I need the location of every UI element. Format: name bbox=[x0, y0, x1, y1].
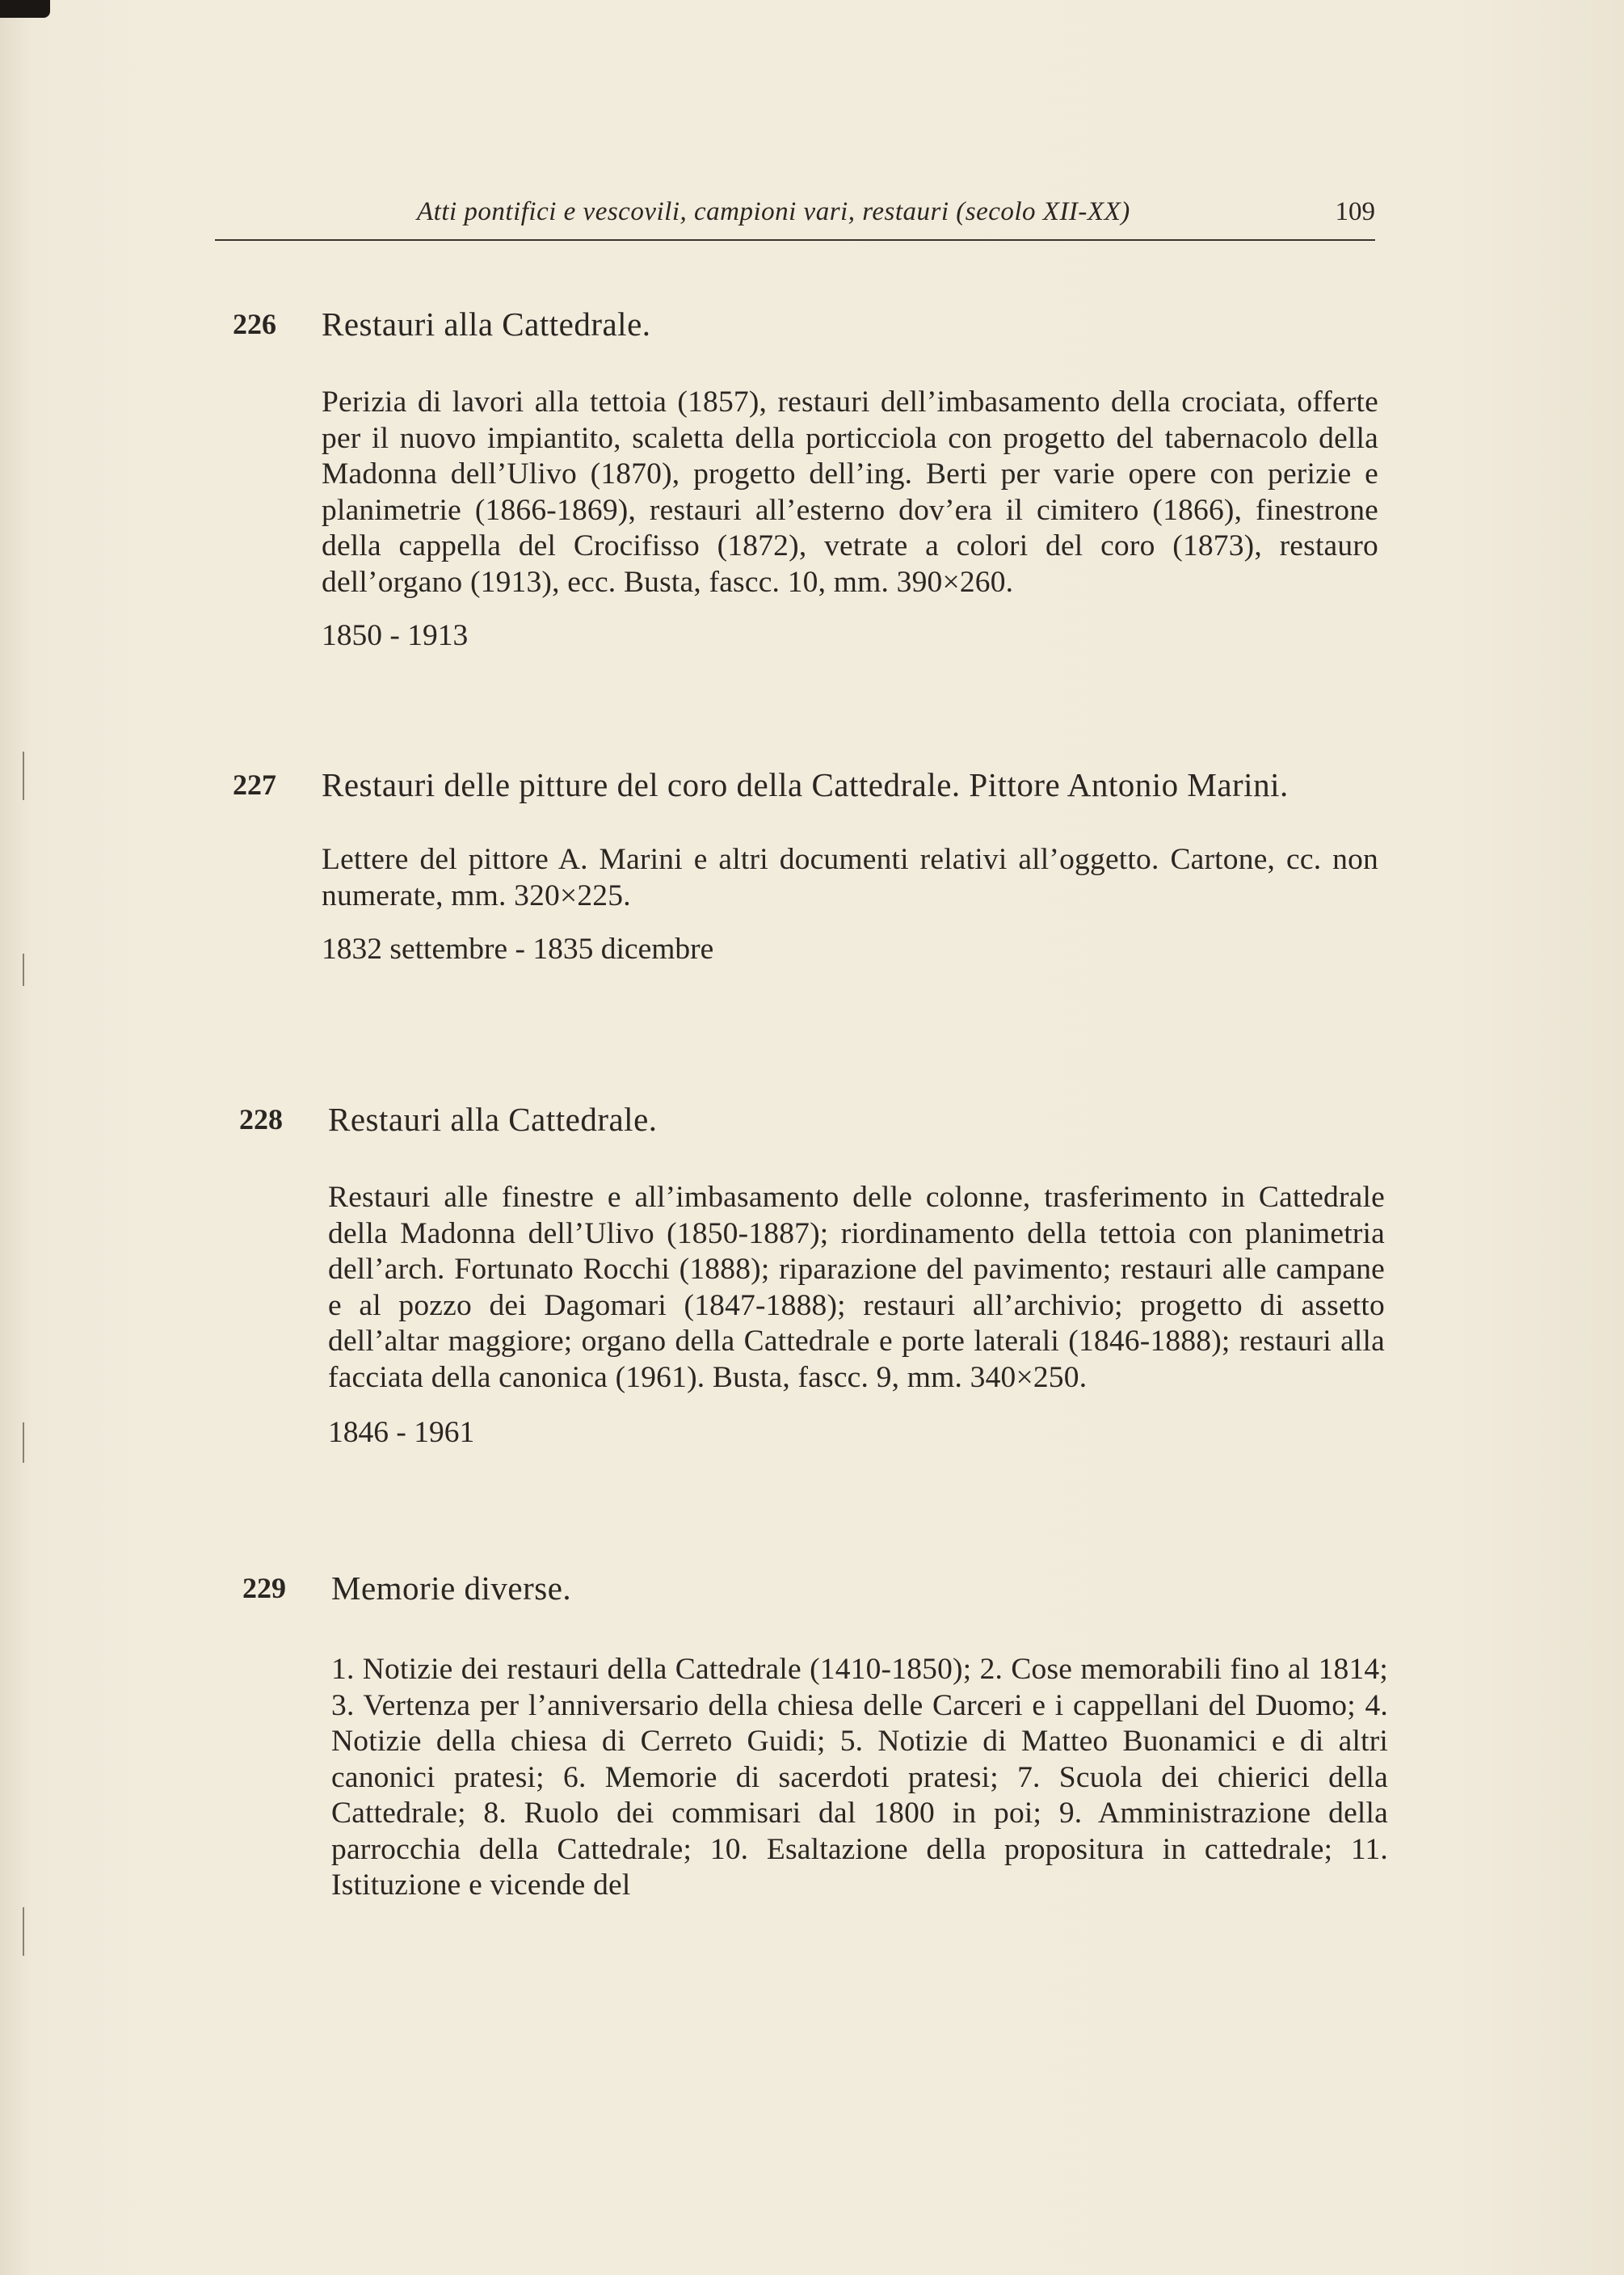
entry-title: Restauri alla Cattedrale. bbox=[322, 305, 651, 343]
entry-228 bbox=[239, 1099, 1385, 1451]
binding-mark bbox=[23, 1907, 24, 1956]
entry-title: Restauri alla Cattedrale. bbox=[328, 1101, 658, 1138]
entry-description: Restauri alle finestre e all’imbasamento delle colonne, trasferimento in Cattedrale della Madonna dell’Ulivo (1850-1887); riordinamento della tettoia con planimetria dell’arch. Fortunato Rocchi (1888); riparazione del pavimento; restauri alle campane e al pozzo dei Dagomari (1847-1888); restauri all’archivio; progetto di assetto dell’altar maggiore; organo della Cattedrale e porte laterali (1846-1888); restauri alla facciata della canonica (1961). Busta, fascc. 9, mm. 340×250. bbox=[328, 1181, 1385, 1394]
entry-description: Lettere del pittore A. Marini e altri documenti relativi all’oggetto. Cartone, cc. non numerate, mm. 320×225. bbox=[322, 843, 1378, 912]
entry-226 bbox=[233, 304, 1378, 654]
page-corner-shadow bbox=[0, 0, 50, 18]
entry-date-range: 1850 - 1913 bbox=[322, 619, 469, 652]
entry-number: 226 bbox=[233, 308, 276, 340]
binding-mark bbox=[23, 1422, 24, 1463]
entry-number: 229 bbox=[242, 1572, 286, 1604]
page-number: 109 bbox=[1335, 197, 1375, 226]
entry-number: 227 bbox=[233, 769, 276, 801]
entry-227 bbox=[233, 765, 1378, 967]
entry-229 bbox=[242, 1568, 1388, 1904]
entry-title: Restauri delle pitture del coro della Cattedrale. Pittore Antonio Marini. bbox=[322, 766, 1289, 803]
entry-description: Perizia di lavori alla tettoia (1857), restauri dell’imbasamento della crociata, offerte per il nuovo impiantito, scaletta della porticciola con progetto del tabernacolo della Madonna dell’Ulivo (1870), progetto dell’ing. Berti per varie opere con perizie e planimetrie (1866-1869), restauri all’esterno dov’era il cimitero (1866), finestrone della cappella del Crocifisso (1872), vetrate a colori del coro (1873), restauro dell’organo (1913), ecc. Busta, fascc. 10, mm. 390×260. bbox=[322, 385, 1378, 599]
entry-number: 228 bbox=[239, 1103, 283, 1135]
entry-date-range: 1846 - 1961 bbox=[328, 1416, 475, 1449]
running-header bbox=[215, 197, 1375, 239]
entry-description: 1. Notizie dei restauri della Cattedrale (1410-1850); 2. Cose memorabili fino al 1814; 3. Vertenza per l’anniversario della chiesa delle Carceri e i cappellani del Duomo; 4. Notizie della chiesa di Cerreto Guidi; 5. Notizie di Matteo Buonamici e di altri canonici pratesi; 6. Memorie di sacerdoti pratesi; 7. Scuola dei chierici della Cattedrale; 8. Ruolo dei commisari dal 1800 in poi; 9. Amministrazione della parrocchia della Cattedrale; 10. Esaltazione della propositura in cattedrale; 11. Istituzione e vicende del bbox=[331, 1653, 1388, 1902]
entry-title: Memorie diverse. bbox=[331, 1569, 572, 1607]
entry-date-range: 1832 settembre - 1835 dicembre bbox=[322, 933, 714, 966]
running-title: Atti pontifici e vescovili, campioni vari, restauri (secolo XII-XX) bbox=[417, 197, 1130, 226]
binding-mark bbox=[23, 954, 24, 986]
binding-mark bbox=[23, 752, 24, 800]
header-rule bbox=[215, 239, 1375, 241]
